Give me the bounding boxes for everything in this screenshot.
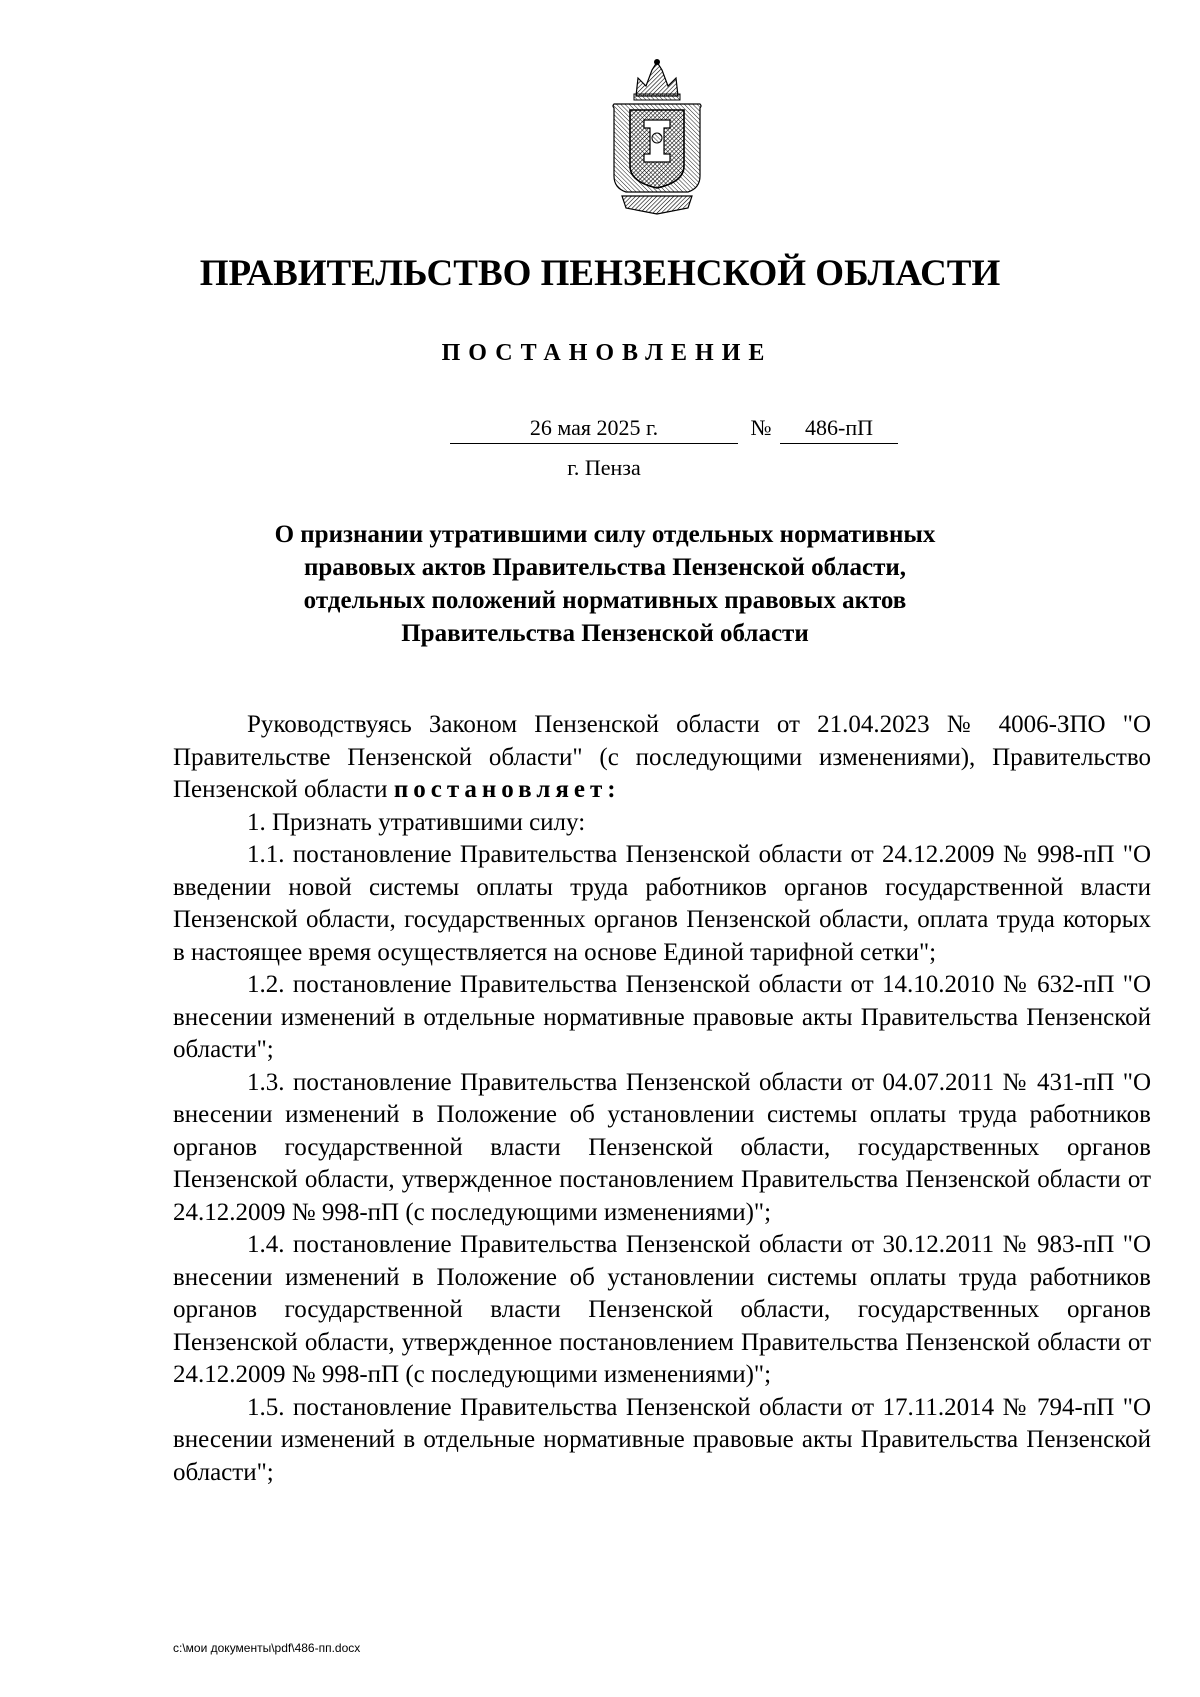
preamble-paragraph — [173, 709, 1151, 807]
subject-line: отдельных положений нормативных правовых актов — [303, 587, 907, 614]
subject-line: Правительства Пензенской области — [401, 620, 809, 647]
item-1-3: 1.3. постановление Правительства Пензенской области от 04.07.2011 № 431-пП "О внесении изменений в Положение об установлении системы оплаты труда работников органов государственной власти Пензенской области, государственных органов Пензенской области, утвержденное постановлением Правительства Пензенской области от 24.12.2009 № 998-пП (с последующими изменениями)"; — [173, 1068, 1151, 1226]
document-number: 486-пП — [780, 413, 898, 444]
footer-file-path: c:\мои документы\pdf\486-пп.docx — [173, 1641, 361, 1655]
document-city: г. Пенза — [567, 455, 641, 480]
item-1-5: 1.5. постановление Правительства Пензенской области от 17.11.2014 № 794-пП "О внесении изменений в отдельные нормативные правовые акты Правительства Пензенской области"; — [173, 1393, 1151, 1486]
item-1: 1. Признать утратившими силу: — [247, 808, 586, 836]
document-body — [173, 709, 1151, 1489]
document-type: ПОСТАНОВЛЕНИЕ — [441, 340, 773, 366]
organization-title: ПРАВИТЕЛЬСТВО ПЕНЗЕНСКОЙ ОБЛАСТИ — [199, 253, 1001, 294]
document-subject — [230, 518, 980, 650]
preamble-text: Руководствуясь Законом Пензенской области от 21.04.2023 № 4006-ЗПО "О Правительстве Пензенской области" (с последующими изменениями), Правительство Пензенской области — [173, 711, 1151, 803]
number-sign: № — [750, 415, 772, 440]
item-1-4: 1.4. постановление Правительства Пензенской области от 30.12.2011 № 983-пП "О внесении изменений в Положение об установлении системы оплаты труда работников органов государственной власти Пензенской области, государственных органов Пензенской области, утвержденное постановлением Правительства Пензенской области от 24.12.2009 № 998-пП (с последующими изменениями)"; — [173, 1231, 1151, 1388]
subject-line: правовых актов Правительства Пензенской области, — [303, 554, 907, 581]
decree-word: постановляет: — [393, 776, 621, 803]
subject-line: О признании утратившими силу отдельных нормативных — [274, 521, 936, 548]
coat-of-arms-emblem — [608, 58, 706, 218]
item-1-2: 1.2. постановление Правительства Пензенской области от 14.10.2010 № 632-пП "О внесении изменений в отдельные нормативные правовые акты Правительства Пензенской области"; — [173, 971, 1151, 1063]
document-date: 26 мая 2025 г. — [450, 413, 738, 444]
item-1-1: 1.1. постановление Правительства Пензенской области от 24.12.2009 № 998-пП "О введении новой системы оплаты труда работников органов государственной власти Пензенской области, государственных органов Пензенской области, оплата труда которых в настоящее время осуществляется на основе Единой тарифной сетки"; — [173, 841, 1151, 966]
